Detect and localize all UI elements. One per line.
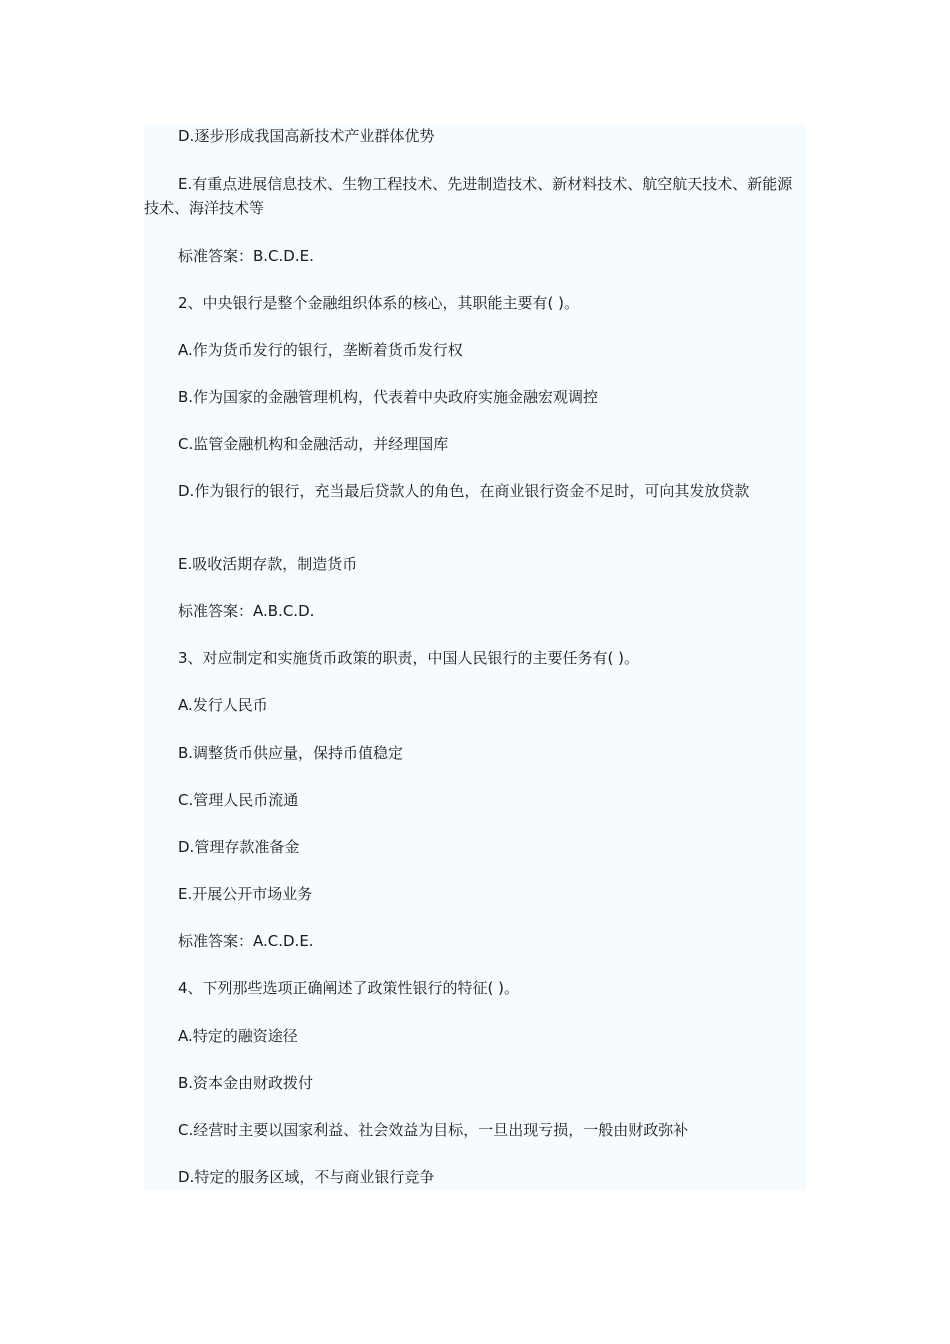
option-e-q2: E.吸收活期存款，制造货币: [178, 555, 358, 573]
option-e-q1: E.有重点进展信息技术、生物工程技术、先进制造技术、新材料技术、航空航天技术、新能源技术、海洋技术等: [144, 175, 793, 217]
option-b-q3: B.调整货币供应量，保持币值稳定: [178, 744, 404, 762]
option-d-q3: D.管理存款准备金: [178, 838, 300, 856]
option-b-q4: B.资本金由财政拨付: [178, 1074, 314, 1092]
option-d-q4: D.特定的服务区域，不与商业银行竞争: [178, 1168, 435, 1186]
document-content: [144, 124, 806, 1190]
option-a-q2: A.作为货币发行的银行，垄断着货币发行权: [178, 341, 463, 359]
option-a-q3: A.发行人民币: [178, 696, 268, 714]
option-c-q2: C.监管金融机构和金融活动，并经理国库: [178, 435, 449, 453]
question-3: 3、对应制定和实施货币政策的职责，中国人民银行的主要任务有( )。: [178, 649, 640, 667]
option-a-q4: A.特定的融资途径: [178, 1027, 298, 1045]
option-e-q3: E.开展公开市场业务: [178, 885, 313, 903]
question-2: 2、中央银行是整个金融组织体系的核心，其职能主要有( )。: [178, 294, 580, 312]
option-c-q4: C.经营时主要以国家利益、社会效益为目标，一旦出现亏损，一般由财政弥补: [178, 1121, 689, 1139]
option-b-q2: B.作为国家的金融管理机构，代表着中央政府实施金融宏观调控: [178, 388, 599, 406]
answer-q2: 标准答案：A.B.C.D.: [178, 602, 315, 620]
option-c-q3: C.管理人民币流通: [178, 791, 299, 809]
answer-q3: 标准答案：A.C.D.E.: [178, 932, 314, 950]
option-d-q2: D.作为银行的银行，充当最后贷款人的角色，在商业银行资金不足时，可向其发放贷款: [178, 482, 750, 500]
option-d-q1: D.逐步形成我国高新技术产业群体优势: [178, 127, 435, 145]
answer-q1: 标准答案：B.C.D.E.: [178, 247, 314, 265]
question-4: 4、下列那些选项正确阐述了政策性银行的特征( )。: [178, 979, 520, 997]
